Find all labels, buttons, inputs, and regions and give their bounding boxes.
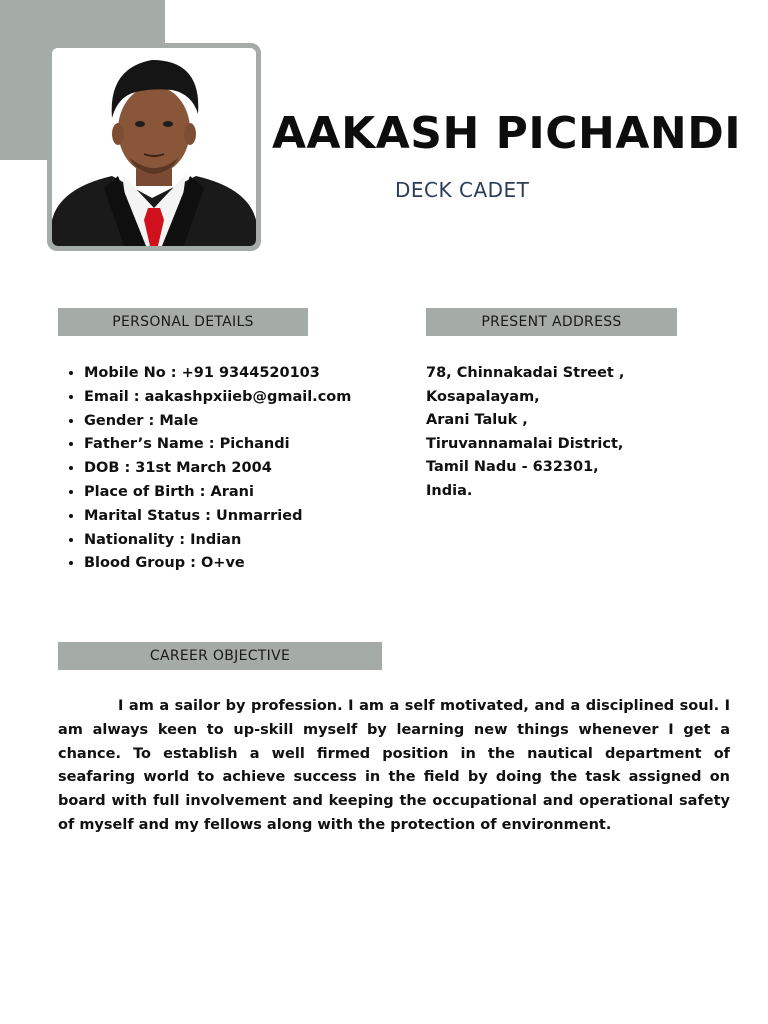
address-line: Tiruvannamalai District, bbox=[426, 435, 624, 452]
personal-details-heading: PERSONAL DETAILS bbox=[58, 308, 308, 336]
present-address-block bbox=[426, 362, 726, 503]
portrait-illustration bbox=[52, 48, 256, 246]
detail-email: • Email : aakashpxiieb@gmail.com bbox=[84, 386, 384, 410]
detail-blood-group: • Blood Group : O+ve bbox=[84, 552, 384, 576]
address-line: Arani Taluk , bbox=[426, 412, 528, 428]
career-objective-text: I am a sailor by profession. I am a self motivated, and a disciplined soul. I am always keen to up-skill myself by learning new things whenever I get a chance. To establish a well firmed position in the nautical department of seafaring world to achieve success in the field by doing the task assigned on board with full involvement and keeping the occupational and operational safety of myself and my fellows along with the protection of environment. bbox=[58, 698, 730, 833]
profile-photo bbox=[52, 48, 256, 246]
detail-place-of-birth: • Place of Birth : Arani bbox=[84, 481, 384, 505]
address-line: Kosapalayam, bbox=[426, 388, 540, 405]
profile-photo-frame bbox=[47, 43, 261, 251]
detail-father-name: • Father’s Name : Pichandi bbox=[84, 433, 384, 457]
address-line: 78, Chinnakadai Street , bbox=[426, 365, 625, 381]
candidate-name: AAKASH PICHANDI bbox=[272, 108, 742, 159]
detail-dob: • DOB : 31st March 2004 bbox=[84, 457, 384, 481]
candidate-role: DECK CADET bbox=[395, 178, 530, 202]
career-objective-heading: CAREER OBJECTIVE bbox=[58, 642, 382, 670]
address-line: India. bbox=[426, 482, 473, 499]
present-address-heading: PRESENT ADDRESS bbox=[426, 308, 677, 336]
detail-nationality: • Nationality : Indian bbox=[84, 529, 384, 553]
personal-details-list bbox=[64, 362, 384, 576]
detail-mobile: • Mobile No : +91 9344520103 bbox=[84, 362, 384, 386]
detail-marital-status: • Marital Status : Unmarried bbox=[84, 505, 384, 529]
detail-gender: • Gender : Male bbox=[84, 410, 384, 434]
address-line: Tamil Nadu - 632301, bbox=[426, 459, 599, 475]
